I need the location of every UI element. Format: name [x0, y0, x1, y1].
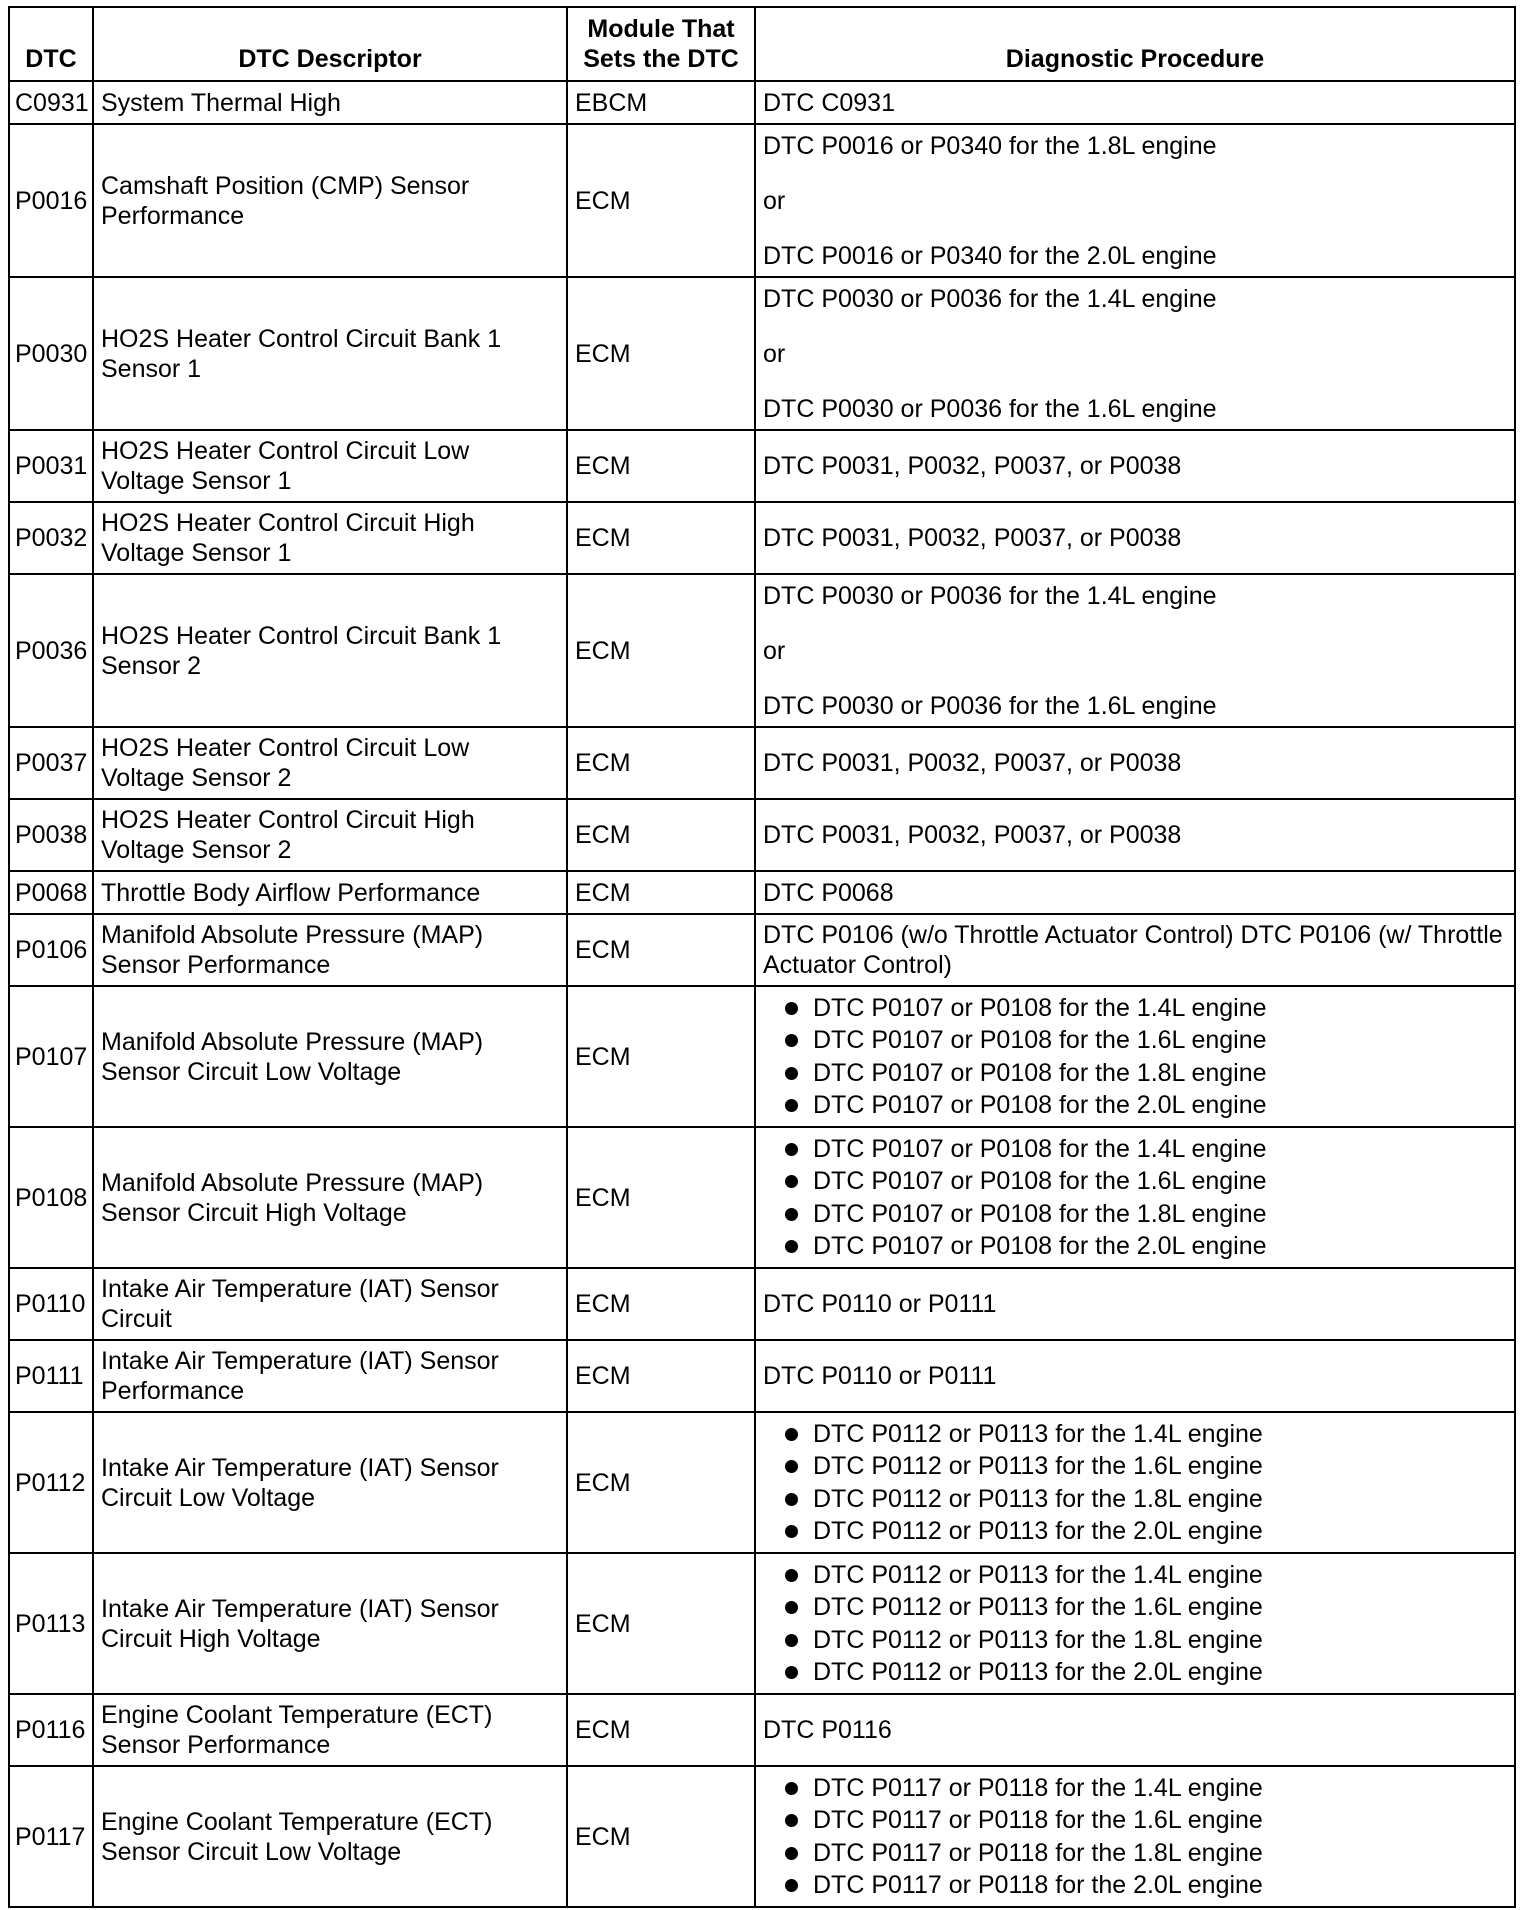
procedure-or-separator: or: [763, 339, 786, 368]
header-dtc: DTC: [9, 7, 93, 81]
procedure-line: DTC P0030 or P0036 for the 1.6L engine: [763, 691, 1217, 720]
diagnostic-procedure: [755, 1127, 1515, 1268]
diagnostic-procedure: [755, 1268, 1515, 1340]
procedure-bullet-item: DTC P0117 or P0118 for the 1.6L engine: [763, 1804, 1507, 1837]
dtc-code: P0038: [9, 799, 93, 871]
dtc-table: [8, 6, 1516, 1908]
dtc-module: ECM: [567, 124, 755, 277]
procedure-bullet-list: [763, 992, 1507, 1122]
dtc-code: P0032: [9, 502, 93, 574]
diagnostic-procedure: [755, 1766, 1515, 1907]
dtc-module: ECM: [567, 727, 755, 799]
procedure-bullet-item: DTC P0107 or P0108 for the 1.4L engine: [763, 1133, 1507, 1166]
dtc-descriptor: HO2S Heater Control Circuit High Voltage Sensor 1: [93, 502, 567, 574]
dtc-code: P0112: [9, 1412, 93, 1553]
procedure-bullet-item: DTC P0107 or P0108 for the 1.8L engine: [763, 1198, 1507, 1231]
dtc-code: P0031: [9, 430, 93, 502]
diagnostic-procedure: [755, 502, 1515, 574]
diagnostic-procedure: [755, 1694, 1515, 1766]
procedure-bullet-list: [763, 1772, 1507, 1902]
procedure-bullet-item: DTC P0112 or P0113 for the 1.8L engine: [763, 1483, 1507, 1516]
procedure-bullet-list: [763, 1559, 1507, 1689]
diagnostic-procedure: [755, 986, 1515, 1127]
dtc-module: ECM: [567, 871, 755, 914]
table-row: [9, 986, 1515, 1127]
dtc-module: ECM: [567, 1766, 755, 1907]
dtc-descriptor: HO2S Heater Control Circuit Low Voltage Sensor 2: [93, 727, 567, 799]
procedure-bullet-item: DTC P0112 or P0113 for the 1.8L engine: [763, 1624, 1507, 1657]
dtc-descriptor: HO2S Heater Control Circuit Low Voltage Sensor 1: [93, 430, 567, 502]
table-row: [9, 124, 1515, 277]
dtc-module: ECM: [567, 1694, 755, 1766]
header-module-line1: Module That: [587, 15, 735, 43]
procedure-line: DTC P0068: [763, 878, 894, 907]
diagnostic-procedure: [755, 1553, 1515, 1694]
table-header-row: [9, 7, 1515, 81]
dtc-module: ECM: [567, 277, 755, 430]
dtc-module: ECM: [567, 1268, 755, 1340]
dtc-code: P0030: [9, 277, 93, 430]
dtc-code: P0110: [9, 1268, 93, 1340]
dtc-descriptor: Camshaft Position (CMP) Sensor Performance: [93, 124, 567, 277]
diagnostic-procedure: [755, 799, 1515, 871]
procedure-bullet-item: DTC P0112 or P0113 for the 1.4L engine: [763, 1418, 1507, 1451]
dtc-descriptor: Engine Coolant Temperature (ECT) Sensor Performance: [93, 1694, 567, 1766]
dtc-module: ECM: [567, 1127, 755, 1268]
table-row: [9, 574, 1515, 727]
diagnostic-procedure: [755, 914, 1515, 986]
header-module: [567, 7, 755, 81]
header-module-line2: Sets the DTC: [583, 45, 739, 73]
dtc-code: P0068: [9, 871, 93, 914]
dtc-code: P0106: [9, 914, 93, 986]
procedure-line: DTC P0110 or P0111: [763, 1290, 997, 1318]
diagnostic-procedure: [755, 277, 1515, 430]
procedure-bullet-item: DTC P0117 or P0118 for the 1.8L engine: [763, 1837, 1507, 1870]
procedure-bullet-item: DTC P0107 or P0108 for the 2.0L engine: [763, 1230, 1507, 1263]
table-row: [9, 914, 1515, 986]
dtc-code: P0036: [9, 574, 93, 727]
dtc-module: ECM: [567, 914, 755, 986]
dtc-code: P0037: [9, 727, 93, 799]
diagnostic-procedure: [755, 727, 1515, 799]
diagnostic-procedure: [755, 81, 1515, 124]
table-row: [9, 1766, 1515, 1907]
table-body: [9, 81, 1515, 1907]
table-row: [9, 1268, 1515, 1340]
procedure-line: DTC P0030 or P0036 for the 1.4L engine: [763, 284, 1217, 313]
dtc-descriptor: Intake Air Temperature (IAT) Sensor Performance: [93, 1340, 567, 1412]
procedure-bullet-list: [763, 1418, 1507, 1548]
procedure-line: DTC P0016 or P0340 for the 1.8L engine: [763, 131, 1217, 160]
procedure-line: DTC P0031, P0032, P0037, or P0038: [763, 821, 1182, 849]
table-row: [9, 1694, 1515, 1766]
dtc-descriptor: Engine Coolant Temperature (ECT) Sensor Circuit Low Voltage: [93, 1766, 567, 1907]
dtc-module: ECM: [567, 1412, 755, 1553]
table-row: [9, 727, 1515, 799]
dtc-module: ECM: [567, 1553, 755, 1694]
dtc-descriptor: Throttle Body Airflow Performance: [93, 871, 567, 914]
diagnostic-procedure: [755, 124, 1515, 277]
procedure-or-separator: or: [763, 186, 786, 215]
diagnostic-procedure: [755, 1412, 1515, 1553]
header-procedure: Diagnostic Procedure: [755, 7, 1515, 81]
diagnostic-procedure: [755, 1340, 1515, 1412]
table-row: [9, 871, 1515, 914]
diagnostic-procedure: [755, 871, 1515, 914]
dtc-code: C0931: [9, 81, 93, 124]
dtc-descriptor: HO2S Heater Control Circuit Bank 1 Sensor 1: [93, 277, 567, 430]
procedure-bullet-item: DTC P0112 or P0113 for the 2.0L engine: [763, 1515, 1507, 1548]
procedure-bullet-item: DTC P0117 or P0118 for the 2.0L engine: [763, 1869, 1507, 1902]
dtc-module: ECM: [567, 502, 755, 574]
dtc-code: P0117: [9, 1766, 93, 1907]
procedure-line: DTC P0031, P0032, P0037, or P0038: [763, 749, 1182, 777]
dtc-code: P0113: [9, 1553, 93, 1694]
table-row: [9, 1127, 1515, 1268]
header-descriptor: DTC Descriptor: [93, 7, 567, 81]
table-row: [9, 81, 1515, 124]
dtc-descriptor: Manifold Absolute Pressure (MAP) Sensor Circuit Low Voltage: [93, 986, 567, 1127]
procedure-bullet-item: DTC P0117 or P0118 for the 1.4L engine: [763, 1772, 1507, 1805]
table-row: [9, 1412, 1515, 1553]
procedure-bullet-item: DTC P0112 or P0113 for the 1.4L engine: [763, 1559, 1507, 1592]
dtc-code: P0108: [9, 1127, 93, 1268]
table-row: [9, 799, 1515, 871]
procedure-line: DTC P0116: [763, 1716, 892, 1744]
dtc-module: ECM: [567, 430, 755, 502]
procedure-bullet-item: DTC P0107 or P0108 for the 2.0L engine: [763, 1089, 1507, 1122]
dtc-code: P0116: [9, 1694, 93, 1766]
procedure-line: DTC P0030 or P0036 for the 1.4L engine: [763, 581, 1217, 610]
dtc-descriptor: System Thermal High: [93, 81, 567, 124]
dtc-module: ECM: [567, 1340, 755, 1412]
procedure-bullet-list: [763, 1133, 1507, 1263]
procedure-bullet-item: DTC P0112 or P0113 for the 1.6L engine: [763, 1591, 1507, 1624]
diagnostic-procedure: [755, 430, 1515, 502]
dtc-module: EBCM: [567, 81, 755, 124]
procedure-bullet-item: DTC P0107 or P0108 for the 1.8L engine: [763, 1057, 1507, 1090]
procedure-line: DTC P0031, P0032, P0037, or P0038: [763, 452, 1182, 480]
dtc-descriptor: Manifold Absolute Pressure (MAP) Sensor Circuit High Voltage: [93, 1127, 567, 1268]
procedure-line: DTC P0016 or P0340 for the 2.0L engine: [763, 241, 1217, 270]
procedure-bullet-item: DTC P0112 or P0113 for the 1.6L engine: [763, 1450, 1507, 1483]
dtc-module: ECM: [567, 986, 755, 1127]
dtc-code: P0107: [9, 986, 93, 1127]
procedure-line: DTC C0931: [763, 88, 895, 117]
procedure-or-separator: or: [763, 636, 786, 665]
procedure-bullet-item: DTC P0112 or P0113 for the 2.0L engine: [763, 1656, 1507, 1689]
procedure-bullet-item: DTC P0107 or P0108 for the 1.4L engine: [763, 992, 1507, 1025]
table-row: [9, 277, 1515, 430]
dtc-descriptor: Manifold Absolute Pressure (MAP) Sensor Performance: [93, 914, 567, 986]
dtc-code: P0016: [9, 124, 93, 277]
table-row: [9, 1340, 1515, 1412]
dtc-descriptor: Intake Air Temperature (IAT) Sensor Circuit: [93, 1268, 567, 1340]
table-row: [9, 502, 1515, 574]
dtc-descriptor: Intake Air Temperature (IAT) Sensor Circuit High Voltage: [93, 1553, 567, 1694]
table-row: [9, 430, 1515, 502]
procedure-bullet-item: DTC P0107 or P0108 for the 1.6L engine: [763, 1024, 1507, 1057]
dtc-module: ECM: [567, 574, 755, 727]
diagnostic-procedure: [755, 574, 1515, 727]
dtc-module: ECM: [567, 799, 755, 871]
procedure-bullet-item: DTC P0107 or P0108 for the 1.6L engine: [763, 1165, 1507, 1198]
procedure-line: DTC P0106 (w/o Throttle Actuator Control) DTC P0106 (w/ Throttle Actuator Control): [763, 921, 1503, 979]
procedure-line: DTC P0110 or P0111: [763, 1362, 997, 1390]
dtc-descriptor: HO2S Heater Control Circuit Bank 1 Sensor 2: [93, 574, 567, 727]
dtc-descriptor: HO2S Heater Control Circuit High Voltage Sensor 2: [93, 799, 567, 871]
procedure-line: DTC P0031, P0032, P0037, or P0038: [763, 524, 1182, 552]
dtc-descriptor: Intake Air Temperature (IAT) Sensor Circuit Low Voltage: [93, 1412, 567, 1553]
table-row: [9, 1553, 1515, 1694]
dtc-code: P0111: [9, 1340, 93, 1412]
procedure-line: DTC P0030 or P0036 for the 1.6L engine: [763, 394, 1217, 423]
